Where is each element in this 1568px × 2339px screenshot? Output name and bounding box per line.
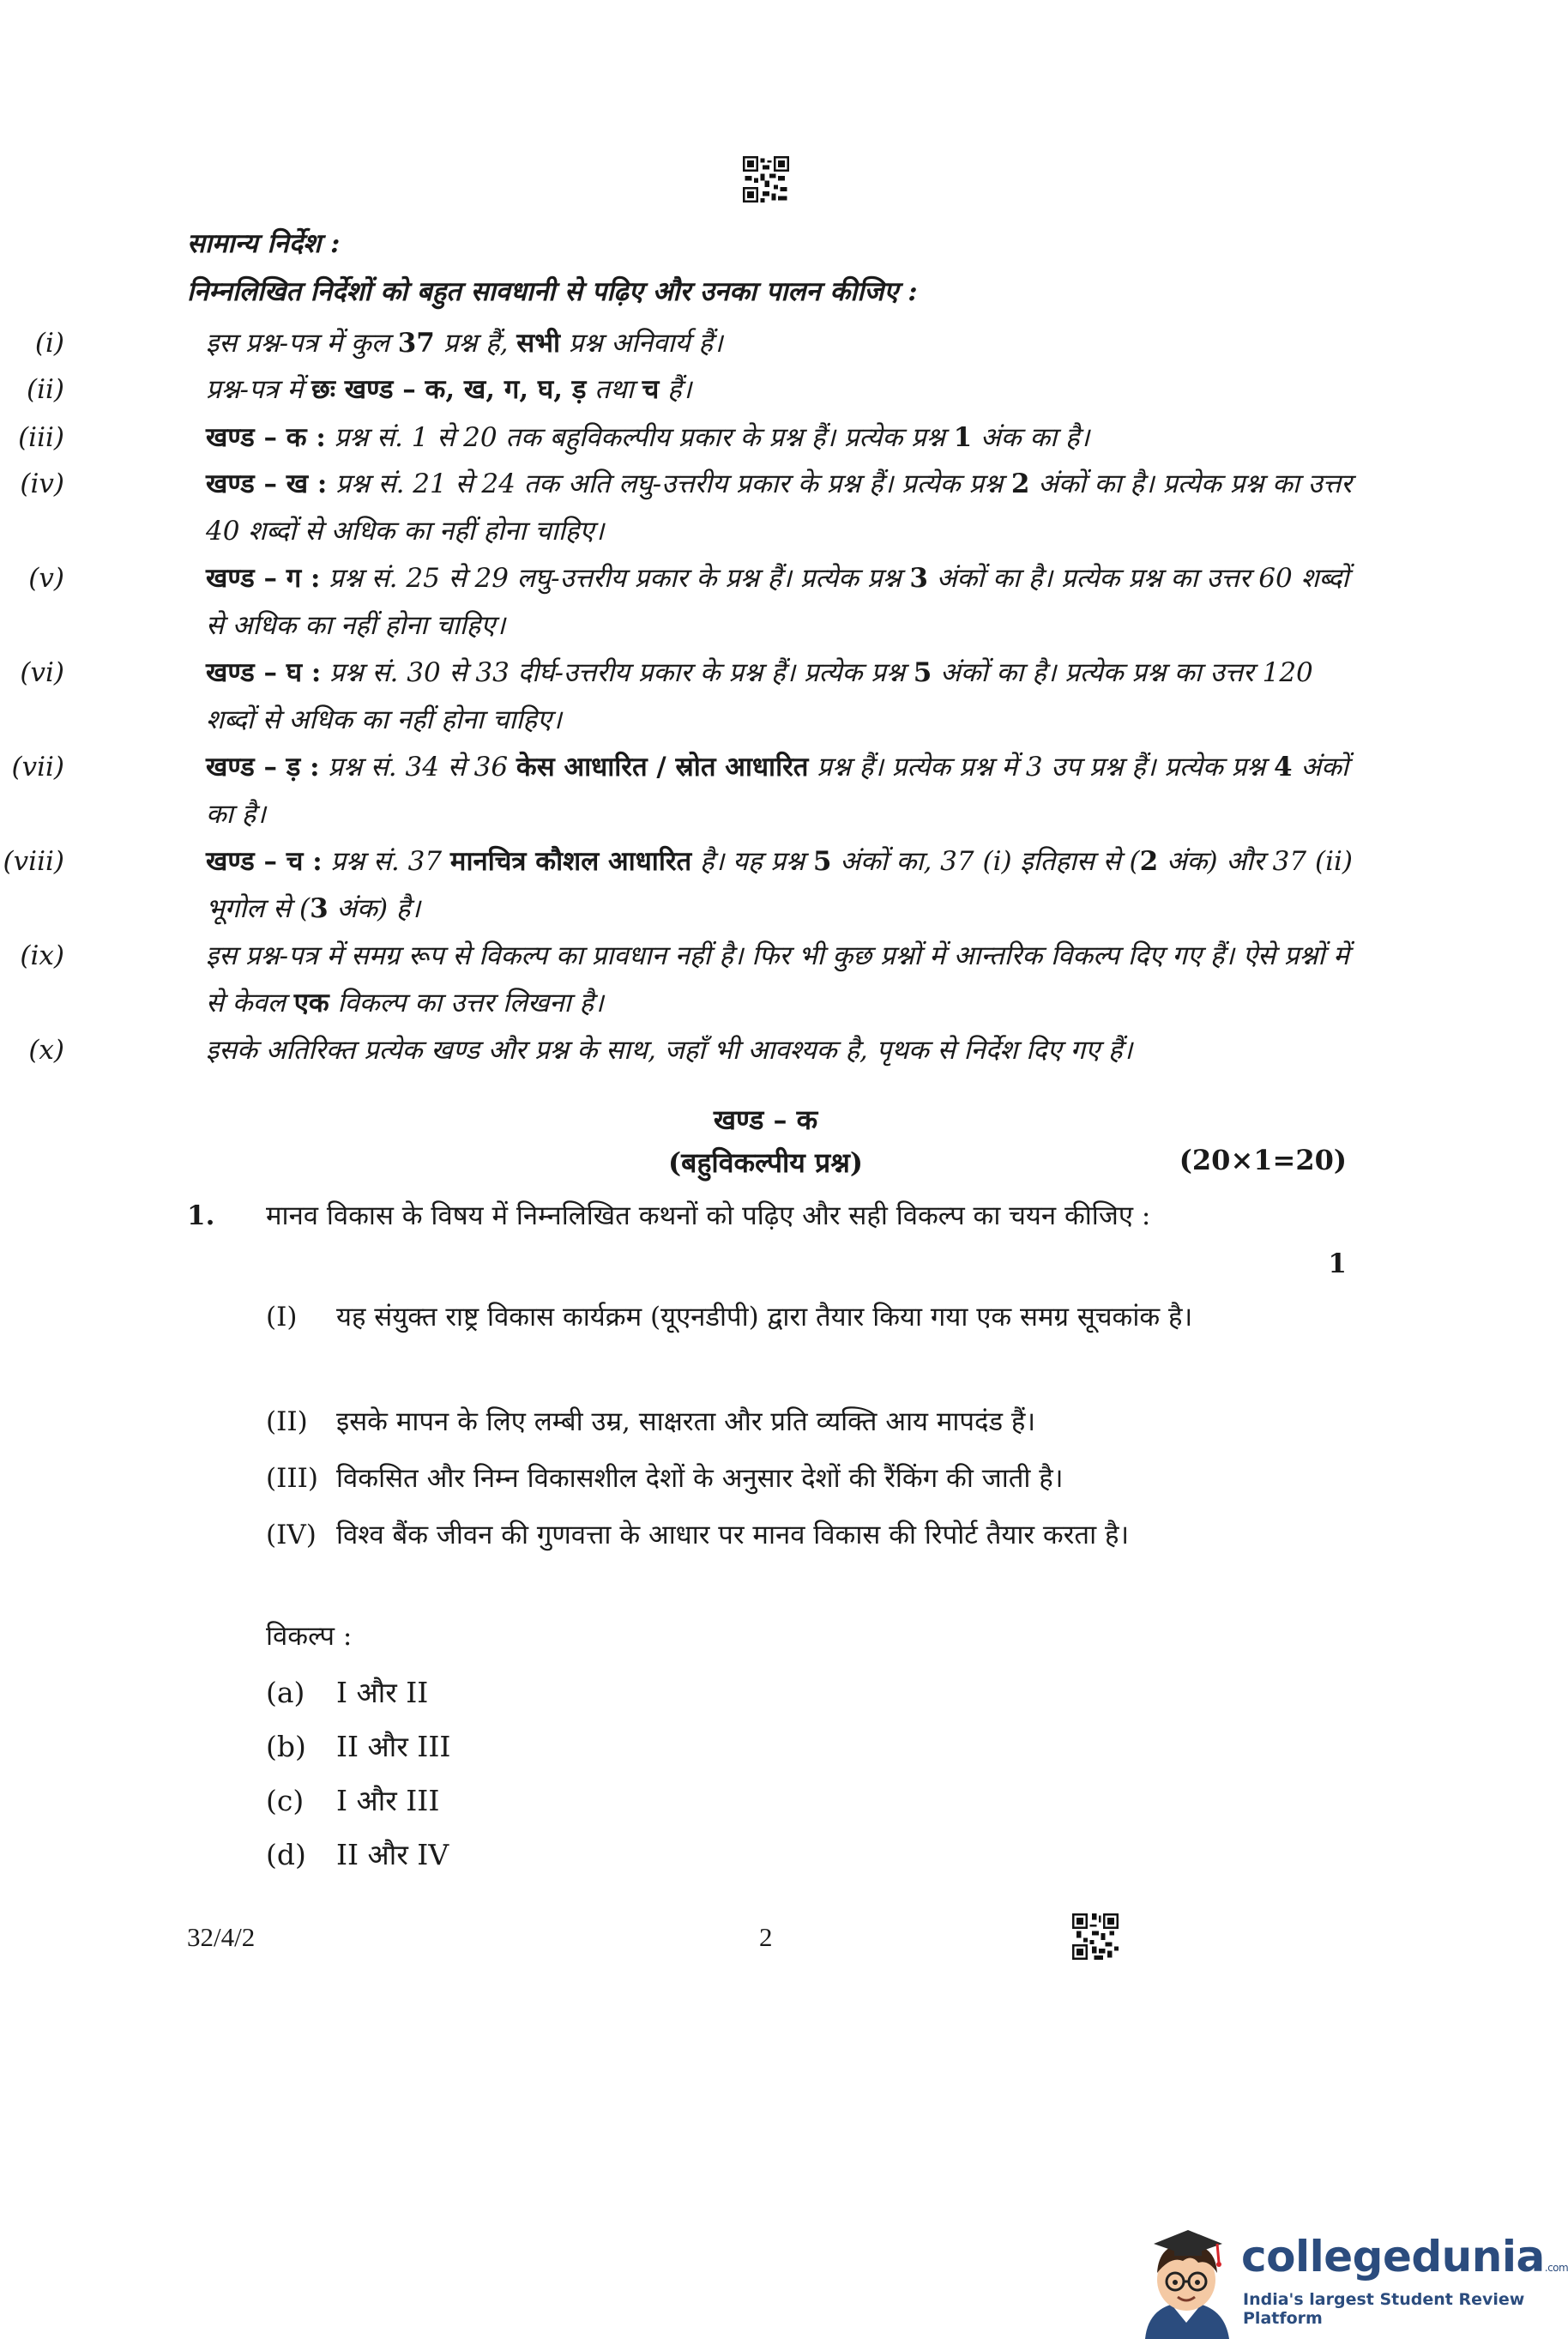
instruction-text: खण्ड – ग : प्रश्न सं. 25 से 29 लघु-उत्तरीय प्रकार के प्रश्न हैं। प्रत्येक प्रश्न 3 अंकों का है। प्रत्येक प्रश्न का उत्तर 60 शब्दों से अधिक का नहीं होना चाहिए। bbox=[206, 563, 1349, 641]
option-text: II और III bbox=[336, 1730, 451, 1763]
instruction-number: (iv) bbox=[20, 468, 64, 499]
qr-code-icon bbox=[743, 156, 789, 202]
section-marks: (20×1=20) bbox=[1179, 1144, 1347, 1176]
instruction-number: (ii) bbox=[26, 374, 64, 405]
option-letter: (a) bbox=[266, 1676, 305, 1709]
paper-code: 32/4/2 bbox=[187, 1922, 256, 1952]
option-text: I और III bbox=[336, 1784, 440, 1817]
instruction-text: प्रश्न-पत्र में छः खण्ड – क, ख, ग, घ, ड़ तथा च हैं। bbox=[206, 374, 692, 405]
statement-text: इसके मापन के लिए लम्बी उम्र, साक्षरता और प्रति व्यक्ति आय मापदंड हैं। bbox=[336, 1406, 1036, 1437]
statement-text: विकसित और निम्न विकासशील देशों के अनुसार देशों की रैंकिंग की जाती है। bbox=[336, 1463, 1064, 1494]
instruction-item bbox=[20, 933, 1355, 1027]
question-text: मानव विकास के विषय में निम्नलिखित कथनों को पढ़िए और सही विकल्प का चयन कीजिए : bbox=[266, 1200, 1151, 1231]
instruction-text: खण्ड – ड़ : प्रश्न सं. 34 से 36 केस आधारित / स्रोत आधारित प्रश्न हैं। प्रत्येक प्रश्न में 3 उप प्रश्न हैं। प्रत्येक प्रश्न 4 अंकों का है। bbox=[206, 752, 1348, 830]
question-marks: 1 bbox=[1328, 1248, 1347, 1279]
instruction-item bbox=[34, 320, 1355, 367]
instruction-number: (iii) bbox=[18, 422, 64, 453]
section-title: खण्ड – क bbox=[713, 1103, 818, 1136]
instruction-number: (ix) bbox=[20, 940, 64, 971]
option-letter: (b) bbox=[266, 1730, 306, 1763]
instruction-number: (v) bbox=[28, 563, 64, 594]
statement-number: (II) bbox=[266, 1406, 308, 1437]
instruction-item bbox=[20, 461, 1355, 555]
instruction-text: खण्ड – ख : प्रश्न सं. 21 से 24 तक अति लघु-उत्तरीय प्रकार के प्रश्न हैं। प्रत्येक प्रश्न 2 अंकों का है। प्रत्येक प्रश्न का उत्तर 40 शब्दों से अधिक का नहीं होना चाहिए। bbox=[206, 468, 1352, 547]
option-text: I और II bbox=[336, 1676, 429, 1709]
statement-text: यह संयुक्त राष्ट्र विकास कार्यक्रम (यूएनडीपी) द्वारा तैयार किया गया एक समग्र सूचकांक है। bbox=[336, 1302, 1193, 1333]
statement-text: विश्व बैंक जीवन की गुणवत्ता के आधार पर मानव विकास की रिपोर्ट तैयार करता है। bbox=[336, 1520, 1130, 1550]
instruction-item bbox=[18, 414, 1355, 462]
instruction-number: (i) bbox=[34, 328, 64, 359]
instruction-number: (vii) bbox=[11, 752, 64, 783]
instruction-item bbox=[11, 744, 1355, 838]
statement-number: (IV) bbox=[266, 1520, 317, 1550]
instruction-number: (vi) bbox=[20, 657, 64, 688]
general-instructions-title: सामान्य निर्देश : bbox=[187, 228, 341, 259]
page-number: 2 bbox=[759, 1922, 773, 1952]
collegedunia-watermark bbox=[1137, 2218, 1568, 2339]
instruction-number: (x) bbox=[28, 1035, 64, 1066]
option-letter: (c) bbox=[266, 1784, 305, 1817]
question-number: 1. bbox=[187, 1200, 215, 1231]
instruction-number: (viii) bbox=[3, 846, 64, 877]
instruction-item bbox=[28, 555, 1355, 650]
instruction-text: खण्ड – घ : प्रश्न सं. 30 से 33 दीर्घ-उत्तरीय प्रकार के प्रश्न हैं। प्रत्येक प्रश्न 5 अंकों का है। प्रत्येक प्रश्न का उत्तर 120 शब्दों से अधिक का नहीं होना चाहिए। bbox=[206, 657, 1313, 735]
instruction-item bbox=[20, 650, 1355, 744]
qr-code-icon bbox=[1072, 1913, 1119, 1960]
brand-tagline: India's largest Student Review Platform bbox=[1243, 2290, 1525, 2328]
statement-number: (I) bbox=[266, 1302, 298, 1333]
instruction-item bbox=[28, 1027, 1355, 1074]
instruction-text: इस प्रश्न-पत्र में समग्र रूप से विकल्प का प्रावधान नहीं है। फिर भी कुछ प्रश्नों में आन्तरिक विकल्प दिए गए हैं। ऐसे प्रश्नों में से केवल एक विकल्प का उत्तर लिखना है। bbox=[206, 940, 1349, 1018]
statement-number: (III) bbox=[266, 1463, 318, 1494]
section-subtitle: (बहुविकल्पीय प्रश्न) bbox=[668, 1146, 863, 1179]
instruction-text: खण्ड – क : प्रश्न सं. 1 से 20 तक बहुविकल्पीय प्रकार के प्रश्न हैं। प्रत्येक प्रश्न 1 अंक का है। bbox=[206, 422, 1090, 453]
instruction-text: खण्ड – च : प्रश्न सं. 37 मानचित्र कौशल आधारित है। यह प्रश्न 5 अंकों का, 37 (i) इतिहास से (2 अंक) और 37 (ii) भूगोल से (3 अंक) है। bbox=[206, 846, 1353, 924]
read-instruction: निम्नलिखित निर्देशों को बहुत सावधानी से पढ़िए और उनका पालन कीजिए : bbox=[187, 276, 918, 307]
qr-code-top bbox=[743, 156, 789, 202]
option-text: II और IV bbox=[336, 1838, 449, 1871]
instruction-item bbox=[26, 366, 1355, 414]
option-letter: (d) bbox=[266, 1838, 306, 1871]
instruction-text: इसके अतिरिक्त प्रत्येक खण्ड और प्रश्न के साथ, जहाँ भी आवश्यक है, पृथक से निर्देश दिए गए हैं। bbox=[206, 1035, 1133, 1066]
brand-name: collegedunia.com bbox=[1241, 2232, 1568, 2282]
qr-code-bottom bbox=[1072, 1913, 1119, 1960]
instruction-item bbox=[3, 838, 1355, 933]
instruction-text: इस प्रश्न-पत्र में कुल 37 प्रश्न हैं, सभी प्रश्न अनिवार्य हैं। bbox=[206, 328, 723, 359]
student-mascot-icon bbox=[1137, 2218, 1239, 2339]
options-label: विकल्प : bbox=[266, 1621, 353, 1652]
